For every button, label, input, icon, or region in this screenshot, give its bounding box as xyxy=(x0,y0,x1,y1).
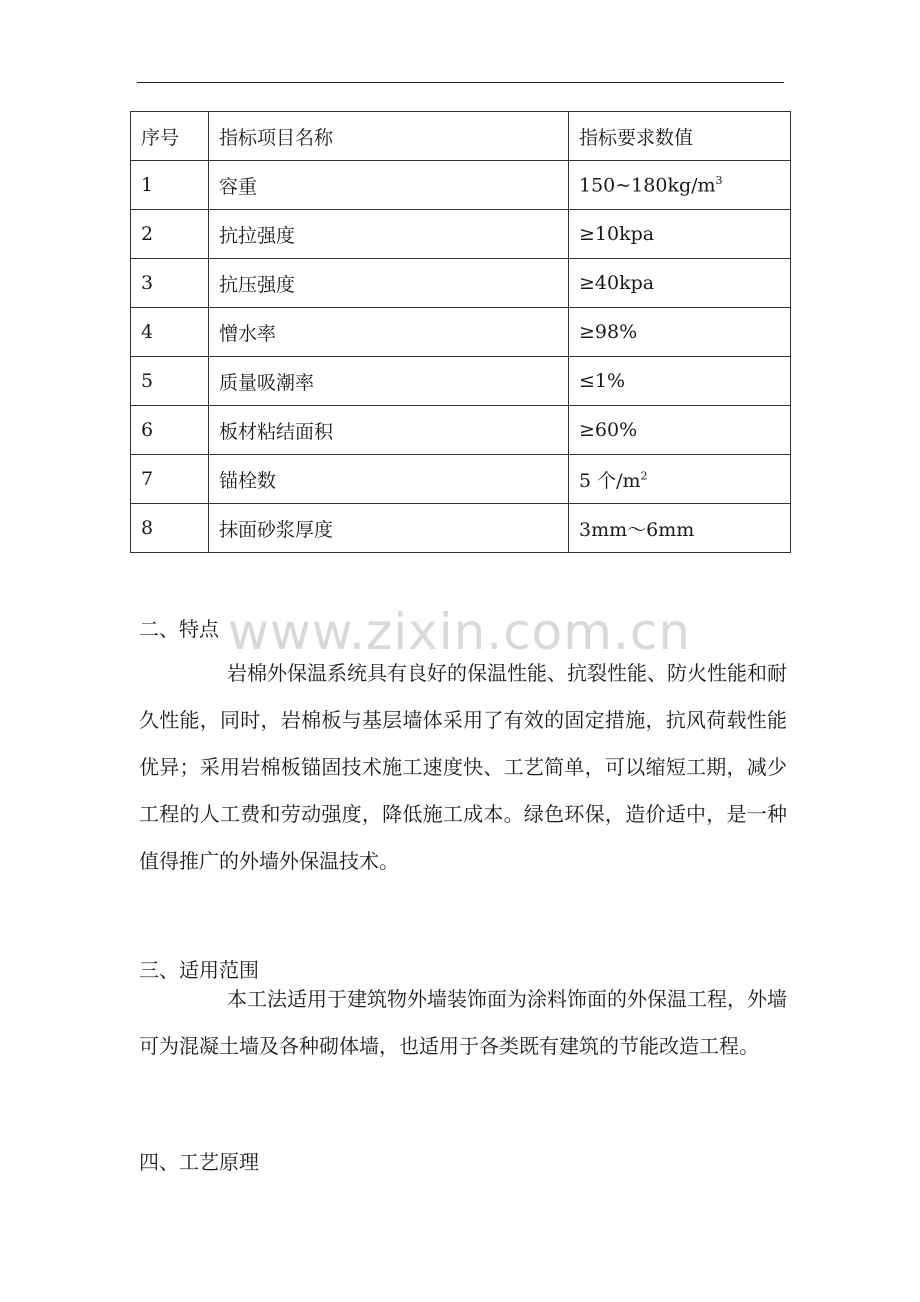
value-superscript: 3 xyxy=(715,173,723,187)
value-text: ≥60% xyxy=(579,419,638,441)
header-no: 序号 xyxy=(131,112,209,161)
watermark: www.zixin.com.cn xyxy=(228,603,692,661)
value-text: ≥10kpa xyxy=(579,223,655,245)
indicator-value xyxy=(569,455,791,504)
indicator-name: 憎水率 xyxy=(209,308,569,357)
indicator-value xyxy=(569,308,791,357)
table-row xyxy=(131,357,791,406)
row-number: 5 xyxy=(131,357,209,406)
value-text: 3mm～6mm xyxy=(579,518,695,541)
indicator-value xyxy=(569,259,791,308)
indicator-name: 锚栓数 xyxy=(209,455,569,504)
section-heading-scope: 三、适用范围 xyxy=(139,958,259,982)
indicator-name: 板材粘结面积 xyxy=(209,406,569,455)
table-row xyxy=(131,161,791,210)
table-row xyxy=(131,504,791,553)
value-text: ≤1% xyxy=(579,370,626,392)
scope-paragraph: 本工法适用于建筑物外墙装饰面为涂料饰面的外保温工程，外墙可为混凝土墙及各种砌体墙，也适用于各类既有建筑的节能改造工程。 xyxy=(139,987,787,1058)
value-superscript: 2 xyxy=(640,469,648,483)
row-number: 4 xyxy=(131,308,209,357)
row-number: 3 xyxy=(131,259,209,308)
table-row xyxy=(131,210,791,259)
row-number: 7 xyxy=(131,455,209,504)
indicator-name: 抗拉强度 xyxy=(209,210,569,259)
table-row xyxy=(131,259,791,308)
value-text: ≥98% xyxy=(579,321,638,343)
indicator-name: 抗压强度 xyxy=(209,259,569,308)
row-number: 8 xyxy=(131,504,209,553)
value-text: 150~180kg/m xyxy=(579,174,716,197)
indicator-value xyxy=(569,406,791,455)
table-header-row xyxy=(131,112,791,161)
spec-table xyxy=(130,111,791,553)
table-row xyxy=(131,406,791,455)
section-heading-features: 二、特点 xyxy=(139,617,219,641)
value-text: ≥40kpa xyxy=(579,272,655,294)
indicator-value xyxy=(569,504,791,553)
section-heading-principle: 四、工艺原理 xyxy=(139,1150,259,1174)
indicator-value xyxy=(569,161,791,210)
row-number: 1 xyxy=(131,161,209,210)
indicator-name: 容重 xyxy=(209,161,569,210)
indicator-value xyxy=(569,357,791,406)
indicator-name: 质量吸潮率 xyxy=(209,357,569,406)
indicator-name: 抹面砂浆厚度 xyxy=(209,504,569,553)
row-number: 2 xyxy=(131,210,209,259)
indicator-value xyxy=(569,210,791,259)
row-number: 6 xyxy=(131,406,209,455)
header-value: 指标要求数值 xyxy=(569,112,791,161)
table-row xyxy=(131,308,791,357)
table-row xyxy=(131,455,791,504)
header-name: 指标项目名称 xyxy=(209,112,569,161)
value-text: 5 个/m xyxy=(579,469,641,492)
features-paragraph: 岩棉外保温系统具有良好的保温性能、抗裂性能、防火性能和耐久性能，同时，岩棉板与基层墙体采用了有效的固定措施，抗风荷载性能优异；采用岩棉板锚固技术施工速度快、工艺简单，可以缩短工期，减少工程的人工费和劳动强度，降低施工成本。绿色环保，造价适中，是一种值得推广的外墙外保温技术。 xyxy=(139,661,787,873)
header-rule xyxy=(137,82,784,83)
